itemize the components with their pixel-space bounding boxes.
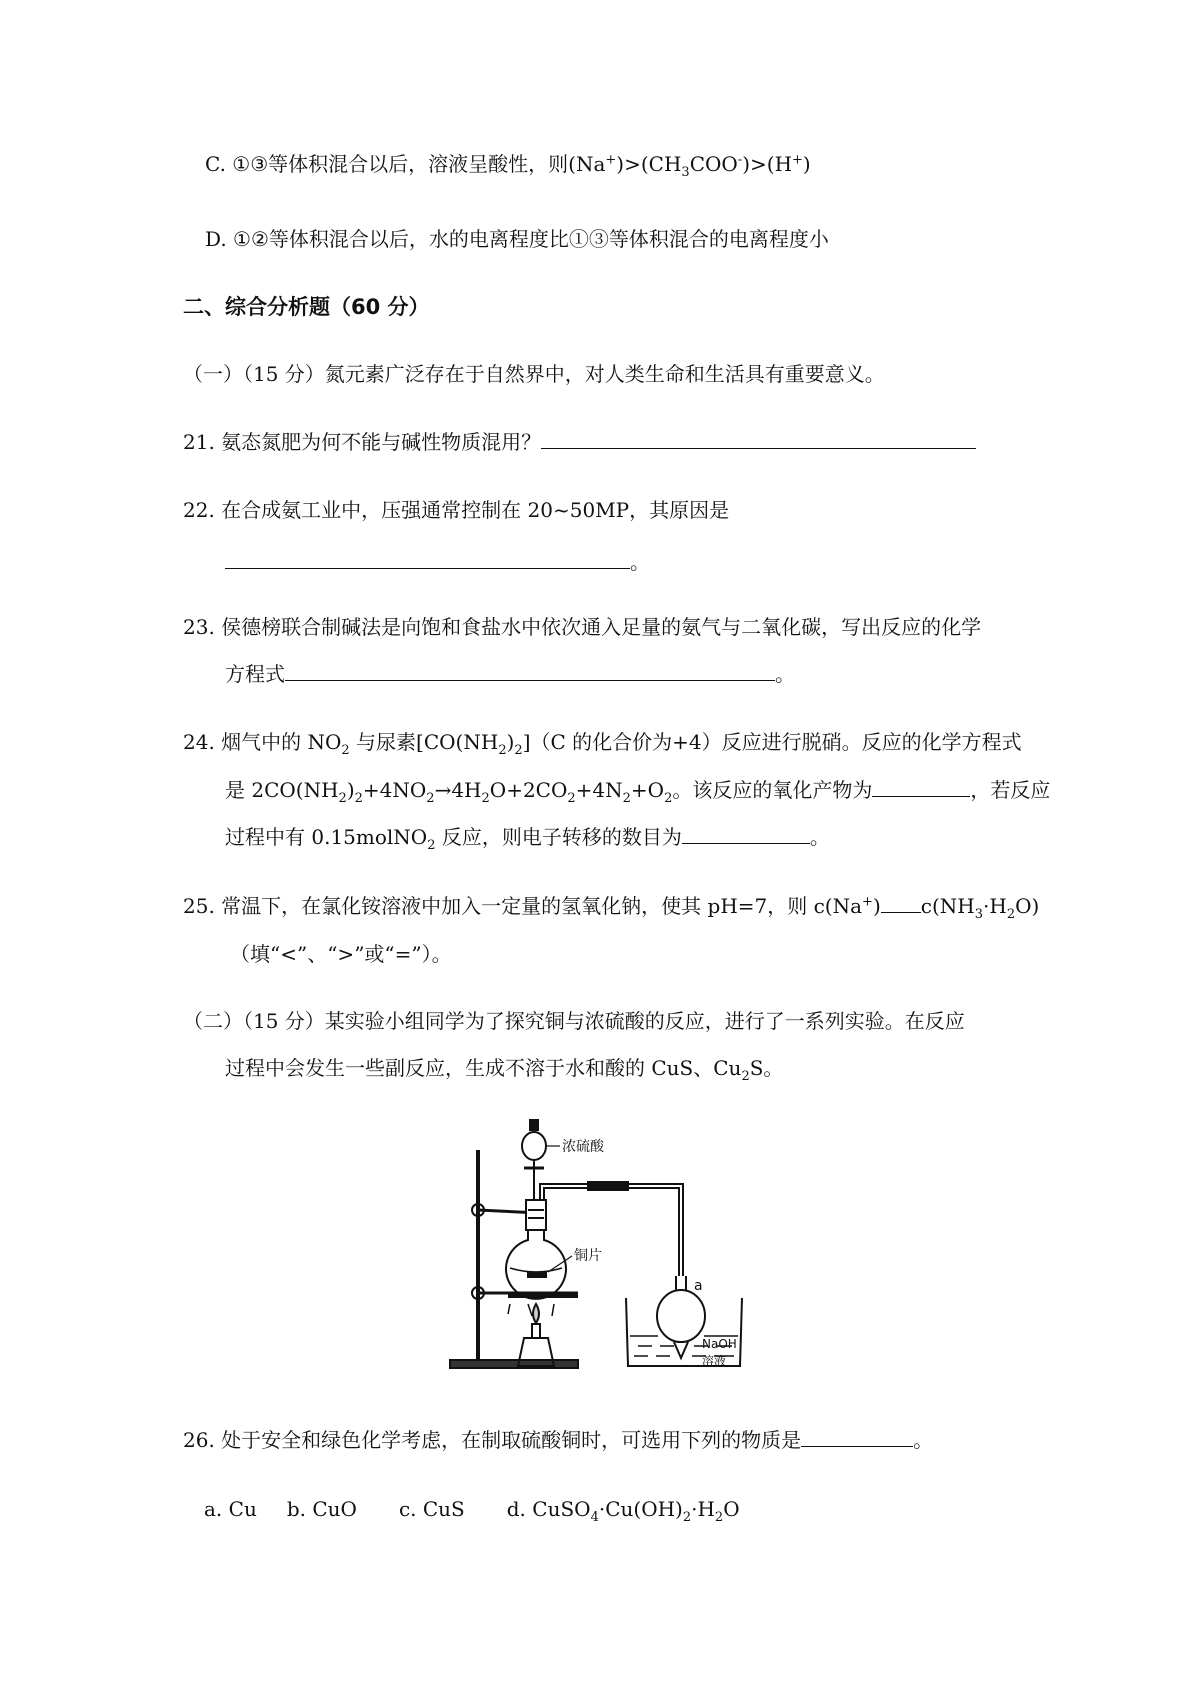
flame	[533, 1304, 539, 1323]
apparatus-diagram	[448, 1118, 753, 1383]
question-25: 25. 常温下，在氯化铵溶液中加入一定量的氢氧化钠，使其 pH=7，则 c(Na+) $c(NH_3\cdot H_2O)$	[183, 894, 1040, 922]
part1-intro: （一）（15 分）氮元素广泛存在于自然界中，对人类生命和生活具有重要意义。	[183, 362, 885, 386]
copper-strip	[528, 1273, 546, 1277]
answer-blank[interactable]	[801, 1428, 913, 1447]
option-a[interactable]: a. Cu	[204, 1497, 257, 1521]
answer-blank[interactable]	[541, 430, 976, 449]
option-b[interactable]: b. CuO	[286, 1497, 357, 1521]
section-title: 二、综合分析题（60 分）	[183, 295, 430, 319]
safety-bulb-a	[657, 1290, 705, 1342]
option-c[interactable]: c. CuS	[398, 1497, 465, 1521]
rubber-tube	[588, 1182, 628, 1190]
answer-blank[interactable]	[872, 778, 970, 797]
stand-base	[450, 1360, 578, 1368]
question-22-blank-line: 。	[225, 548, 650, 576]
answer-blank[interactable]	[881, 894, 921, 913]
question-24-line3: 过程中有 0.15molNO$_2$ 反应，则电子转移的数目为 。	[225, 825, 830, 853]
flask-stopper	[526, 1200, 546, 1230]
question-22: 22. 在合成氨工业中，压强通常控制在 20~50MP，其原因是	[183, 498, 730, 522]
question-23: 23. 侯德榜联合制碱法是向饱和食盐水中依次通入足量的氨气与二氧化碳，写出反应的化学	[183, 615, 982, 639]
question-23-line2: 方程式 。	[225, 662, 795, 686]
round-bottom-flask	[506, 1230, 566, 1299]
option-d: D. ①②等体积混合以后，水的电离程度比①③等体积混合的电离程度小	[205, 227, 829, 251]
question-25-line2: （填“<”、“>”或“=”）。	[230, 942, 452, 966]
option-c: C. ①③等体积混合以后，溶液呈酸性，则$(Na^+)>(CH_3COO^-)>(H^+)$	[205, 152, 811, 180]
question-24: 24. 烟气中的 $NO_2$ 与尿素$[CO(NH_2)_2](C$ 的化合价为+4）反应进行脱硝。反应的化学方程式	[183, 730, 1022, 758]
label-conc-acid: 浓硫酸	[562, 1139, 604, 1155]
funnel-stopper	[530, 1120, 538, 1130]
answer-blank[interactable]	[225, 550, 630, 569]
part2-intro: （二）（15 分）某实验小组同学为了探究铜与浓硫酸的反应，进行了一系列实验。在反应	[183, 1009, 965, 1033]
label-naoh: NaOH	[702, 1337, 737, 1351]
answer-blank[interactable]	[682, 825, 810, 844]
question-26: 26. 处于安全和绿色化学考虑，在制取硫酸铜时，可选用下列的物质是 。	[183, 1428, 934, 1452]
answer-blank[interactable]	[285, 662, 775, 681]
question-21: 21. 氨态氮肥为何不能与碱性物质混用？	[183, 428, 976, 456]
question-26-options	[204, 1495, 780, 1523]
label-solution: 溶液	[702, 1354, 727, 1368]
label-a: a	[694, 1278, 703, 1294]
delivery-tube	[540, 1184, 683, 1276]
part2-intro-line2: 过程中会发生一些副反应，生成不溶于水和酸的 CuS、$Cu_2S$。	[225, 1056, 784, 1084]
option-d[interactable]: d. $CuSO_4\cdot Cu(OH)_2\cdot H_2O$	[506, 1497, 740, 1525]
label-copper: 铜片	[574, 1248, 602, 1264]
separatory-funnel	[522, 1132, 546, 1160]
question-24-line2: 是 $2CO(NH_2)_2+4NO_2\to 4H_2O+2CO_2+4N_2+O_2$。该反应的氧化产物为 ，若反应	[225, 778, 1051, 806]
